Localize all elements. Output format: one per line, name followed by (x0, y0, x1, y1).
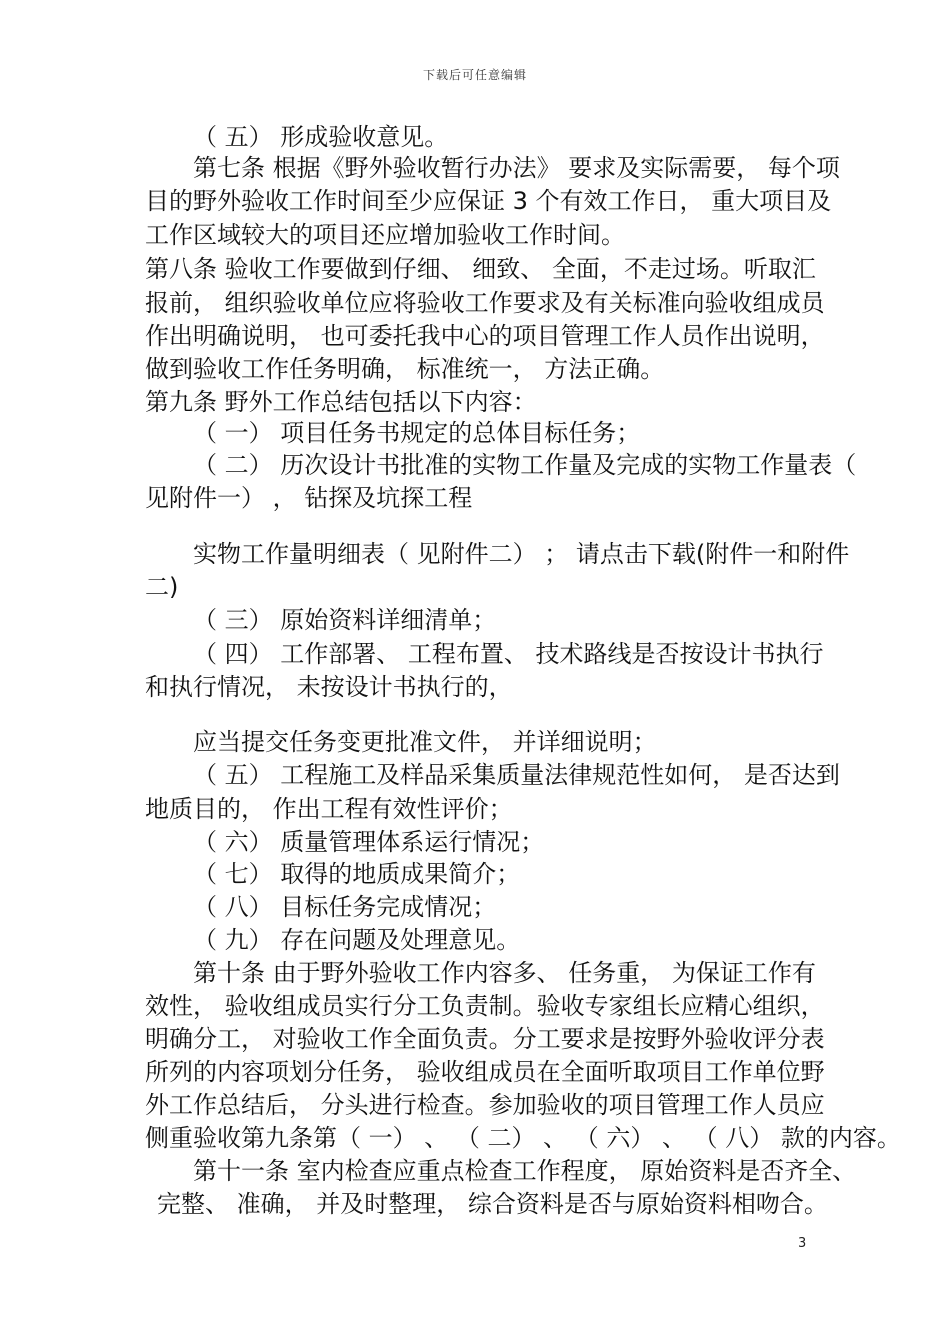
paragraph-line: 第七条 根据《野外验收暂行办法》 要求及实际需要， 每个项 (193, 154, 840, 182)
paragraph-line: 和执行情况， 未按设计书执行的， (145, 673, 513, 701)
paragraph-line: 第八条 验收工作要做到仔细、 细致、 全面，不走过场。听取汇 (145, 255, 816, 283)
paragraph-line: （ 三） 原始资料详细清单； (193, 606, 497, 634)
paragraph-line: 所列的内容项划分任务， 验收组成员在全面听取项目工作单位野 (145, 1058, 825, 1086)
paragraph-line: （ 八） 目标任务完成情况； (193, 893, 497, 921)
paragraph-line: （ 五） 形成验收意见。 (193, 123, 449, 151)
paragraph-line: 侧重验收第九条第（ 一） 、 （ 二） 、 （ 六） 、 （ 八） 款的内容。 (145, 1124, 901, 1152)
paragraph-line: 目的野外验收工作时间至少应保证 3 个有效工作日， 重大项目及 (145, 187, 832, 215)
page-number: 3 (798, 1236, 807, 1251)
paragraph-line: （ 九） 存在问题及处理意见。 (193, 926, 521, 954)
paragraph-line: （ 四） 工作部署、 工程布置、 技术路线是否按设计书执行 (193, 640, 824, 668)
paragraph-line: 应当提交任务变更批准文件， 并详细说明； (193, 728, 657, 756)
paragraph-line: 第九条 野外工作总结包括以下内容： (145, 388, 537, 416)
paragraph-line: 外工作总结后， 分头进行检查。参加验收的项目管理工作人员应 (145, 1091, 825, 1119)
paragraph-line: 见附件一） ， 钻探及坑探工程 (145, 484, 473, 512)
paragraph-line: 做到验收工作任务明确， 标准统一， 方法正确。 (145, 355, 665, 383)
paragraph-line: 实物工作量明细表（ 见附件二） ； 请点击下载(附件一和附件 (193, 540, 850, 568)
paragraph-line: 明确分工， 对验收工作全面负责。分工要求是按野外验收评分表 (145, 1025, 825, 1053)
paragraph-line: 二) (145, 573, 179, 601)
paragraph-line: 工作区域较大的项目还应增加验收工作时间。 (145, 221, 625, 249)
paragraph-line: 地质目的， 作出工程有效性评价； (145, 795, 513, 823)
paragraph-line: 报前， 组织验收单位应将验收工作要求及有关标准向验收组成员 (145, 289, 825, 317)
paragraph-line: 第十条 由于野外验收工作内容多、 任务重， 为保证工作有 (193, 959, 816, 987)
paragraph-line: （ 二） 历次设计书批准的实物工作量及完成的实物工作量表（ (193, 451, 857, 479)
paragraph-line: （ 六） 质量管理体系运行情况； (193, 828, 545, 856)
paragraph-line: 作出明确说明， 也可委托我中心的项目管理工作人员作出说明， (145, 322, 825, 350)
paragraph-line: （ 一） 项目任务书规定的总体目标任务； (193, 419, 641, 447)
paragraph-line: （ 七） 取得的地质成果简介； (193, 860, 521, 888)
page-header: 下载后可任意编辑 (422, 68, 527, 82)
paragraph-line: 完整、 准确， 并及时整理， 综合资料是否与原始资料相吻合。 (157, 1190, 828, 1218)
paragraph-line: 效性， 验收组成员实行分工负责制。验收专家组长应精心组织， (145, 992, 825, 1020)
paragraph-line: （ 五） 工程施工及样品采集质量法律规范性如何， 是否达到 (193, 761, 840, 789)
paragraph-line: 第十一条 室内检查应重点检查工作程度， 原始资料是否齐全、 (193, 1157, 857, 1185)
